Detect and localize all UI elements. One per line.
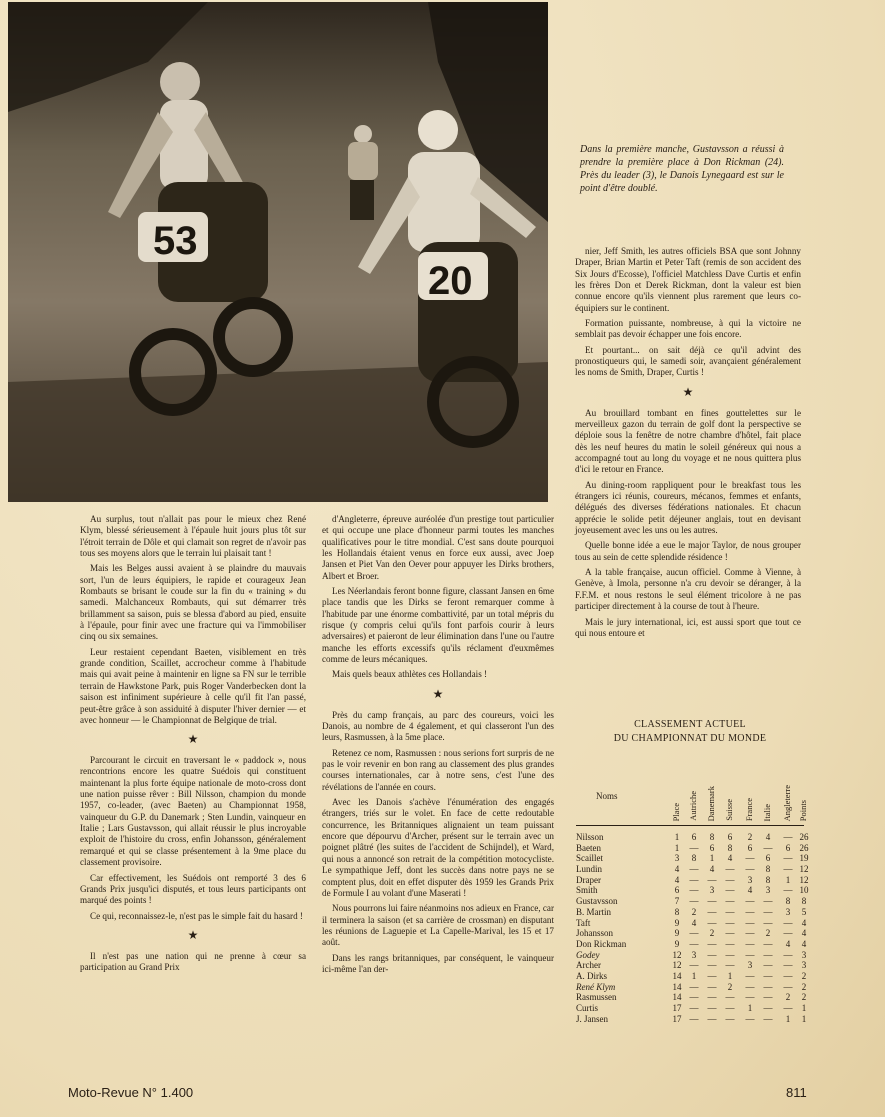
table-row [576, 917, 807, 929]
table-cell: 3 [709, 885, 715, 896]
table-cell: 19 [799, 853, 809, 864]
magazine-footer: Moto-Revue N° 1.400 [68, 1085, 194, 1100]
table-cell: — [745, 917, 755, 928]
table-cell: 8 [765, 864, 771, 875]
rider-name: Baeten [576, 842, 601, 853]
table-cell: — [783, 853, 793, 864]
table-cell: 4 [801, 917, 807, 928]
table-cell: 4 [674, 864, 680, 875]
table-row [576, 832, 809, 843]
paragraph: Nous pourrons lui faire néanmoins nos adieux en France, car il terminera la saison (et sa carrière de crossman) en disputant les réunions de Laguepie et La Capelle-Marival, les 15 et 17 août. [322, 903, 554, 948]
table-cell: — [783, 917, 793, 928]
table-cell: — [725, 1003, 735, 1013]
table-cell: — [763, 949, 773, 960]
table-cell: — [783, 949, 793, 960]
table-row [576, 842, 809, 854]
column-header-angleterre: Angleterre [782, 784, 792, 821]
table-cell: 7 [674, 896, 680, 907]
table-cell: 6 [765, 853, 771, 864]
championship-standings-table [576, 718, 809, 1024]
table-cell: — [689, 1013, 699, 1024]
table-cell: — [689, 938, 699, 949]
table-cell: — [783, 970, 793, 981]
article-column-1 [80, 514, 306, 977]
race-number-53: 53 [153, 219, 198, 263]
table-cell: — [725, 874, 735, 885]
table-cell: — [707, 949, 717, 960]
table-cell: — [707, 917, 717, 928]
table-row [576, 1003, 807, 1014]
paragraph: Il n'est pas une nation qui ne prenne à cœur sa participation au Grand Prix [80, 950, 306, 973]
table-cell: — [725, 1013, 735, 1024]
table-cell: 1 [674, 842, 680, 853]
table-row [576, 853, 809, 864]
paragraph: A la table française, aucun officiel. Comme à Vienne, à Genève, à Imola, personne n'a cru devoir se déranger, à la F.F.M. et nous restons le seul élément tricolore à ne pas participer directement à la course de tout à l'heure. [575, 567, 801, 612]
rider-name: Draper [576, 874, 601, 885]
table-cell: — [725, 885, 735, 896]
section-separator-star: ★ [682, 384, 694, 399]
table-cell: — [745, 938, 755, 949]
table-cell: 5 [801, 906, 807, 917]
table-cell: — [745, 853, 755, 864]
paragraph: Leur restaient cependant Baeten, visiblement en très grande condition, Scaillet, accrocheur comme à l'habitude mais qui avait peine à maintenir en ligne sa FN sur le terrible terrain de Hawkstone Park, puis Roger Vanderbecken dont la saison est infiniment supérieure à celle qu'il fit l'an passé, peut-être grâce à son assiduité à disputer l'hiver dernier — et avec honneur — le Championnat de Belgique de trial. [80, 646, 306, 725]
paragraph: Quelle bonne idée a eue le major Taylor, de nous grouper tous au sein de cette splendide résidence ! [575, 540, 801, 562]
table-cell: — [689, 992, 699, 1003]
table-cell: — [689, 842, 699, 853]
rider-name: Rasmussen [576, 992, 617, 1003]
table-cell: 2 [747, 832, 753, 842]
table-cell: — [763, 917, 773, 928]
column-header-autriche: Autriche [688, 791, 698, 821]
table-cell: 4 [801, 938, 807, 949]
rider-name: Nilsson [576, 832, 604, 842]
rider-name: Taft [576, 917, 591, 928]
rider-name: Archer [576, 960, 601, 971]
section-separator-star: ★ [187, 732, 199, 747]
table-cell: — [783, 981, 793, 992]
table-row [576, 906, 807, 918]
table-cell: — [763, 1003, 773, 1013]
table-cell: 8 [709, 832, 715, 842]
paragraph: Parcourant le circuit en traversant le « paddock », nous rencontrions encore les quatre Suédois qui constituent maintenant la plus forte équipe nationale de moto-cross dont une nation puisse rêver : Bill Nilsson, champion du monde 1957, co-leader, (avec Baeten) au Championnat 1958, vainqueur du G.P. du Danemark ; Sten Lundin, vainqueur en Italie ; Lars Gustavsson, qui allait réussir le plus incroyable exploit de l'histoire du cross, enfin Johansson, généralement remarqué et qui se classe présentement à la 9me place du classement provisoire. [80, 755, 306, 868]
table-cell: 6 [727, 832, 733, 842]
rider-name: Gustavsson [576, 896, 618, 907]
table-row [576, 896, 807, 907]
table-cell: — [763, 970, 773, 981]
table-cell: — [725, 917, 735, 928]
table-cell: 3 [801, 960, 807, 971]
table-row [576, 970, 807, 982]
table-cell: — [763, 906, 773, 917]
table-cell: 1 [785, 874, 791, 885]
table-cell: — [725, 864, 735, 875]
table-cell: — [763, 992, 773, 1003]
table-cell: 1 [801, 1013, 807, 1024]
table-cell: 4 [691, 917, 697, 928]
table-cell: 2 [727, 981, 733, 992]
table-cell: 2 [691, 906, 697, 917]
table-cell: — [783, 864, 793, 875]
table-cell: — [725, 960, 735, 971]
table-cell: 3 [747, 874, 753, 885]
table-row [576, 981, 807, 993]
table-cell: 1 [727, 970, 733, 981]
paragraph: Dans les rangs britanniques, par conséquent, le vainqueur ici-même l'an der- [322, 952, 554, 974]
table-cell: — [783, 928, 793, 939]
paragraph: Ce qui, reconnaissez-le, n'est pas le simple fait du hasard ! [90, 910, 303, 921]
table-cell: — [707, 1013, 717, 1024]
table-row [576, 992, 807, 1003]
table-cell: 26 [799, 832, 809, 842]
table-cell: — [689, 874, 699, 885]
table-cell: — [707, 992, 717, 1003]
paragraph: Et pourtant... on sait déjà ce qu'il advint des pronostiqueurs qui, le samedi soir, avançaient généralement les noms de Smith, Draper, Curtis ! [575, 344, 801, 378]
table-row [576, 1013, 807, 1025]
table-cell: 12 [799, 864, 809, 875]
table-cell: — [707, 906, 717, 917]
paragraph: Mais quels beaux athlètes ces Hollandais ! [332, 669, 488, 680]
paragraph: d'Angleterre, épreuve auréolée d'un prestige tout particulier et qui occupe une place d'honneur parmi toutes les manches qualificatives pour le titre mondial. C'est sans doute pourquoi les Hollandais étaient venus en force eux aussi, avec Joep Jansen et Piet Van den Oever pour appuyer les Dirks brothers, Albert et Broer. [322, 514, 554, 581]
rider-name: Scaillet [576, 853, 603, 864]
table-cell: — [745, 864, 755, 875]
rider-name: A. Dirks [576, 970, 607, 981]
rider-name: B. Martin [576, 906, 611, 917]
table-cell: 3 [801, 949, 807, 960]
table-cell: 1 [747, 1003, 753, 1013]
table-cell: — [725, 928, 735, 939]
table-cell: 14 [672, 970, 682, 981]
table-cell: — [745, 906, 755, 917]
paragraph: nier, Jeff Smith, les autres officiels BSA que sont Johnny Draper, Brian Martin et Peter Taft (remis de son accident des Six Jours d'Ecosse), l'officiel Matchless Dave Curtis et enfin les frères Don et Derek Rickman, dont la valeur est bien connue encore qu'ils viennent plus rarement que leurs co-équipiers sur le continent. [575, 246, 801, 313]
table-cell: — [707, 981, 717, 992]
table-cell: — [725, 938, 735, 949]
paragraph: Près du camp français, au parc des coureurs, voici les Danois, au nombre de 4 également, et qui classeront l'un des leurs, Rasmussen, à la 5me place. [322, 709, 554, 743]
standings-title: CLASSEMENT ACTUEL DU CHAMPIONNAT DU MONDE [613, 719, 767, 744]
table-cell: — [745, 970, 755, 981]
paragraph: Mais les Belges aussi avaient à se plaindre du mauvais sort, l'un de leurs équipiers, le rapide et courageux Jean Rombauts se brisant le coude sur la fin du « training » du samedi. Malchanceux Rombauts, qui sut démarrer très brillamment sa saison, puis se blessa d'abord au pied, ensuite à l'épaule, pour finir avec une fracture qui va l'immobiliser cinq ou six semaines. [80, 563, 306, 642]
table-cell: — [707, 970, 717, 981]
table-cell: — [745, 928, 755, 939]
table-cell: 8 [785, 896, 791, 907]
table-cell: — [745, 1013, 755, 1024]
table-cell: 4 [747, 885, 753, 896]
table-cell: 3 [691, 949, 697, 960]
table-cell: 8 [765, 874, 771, 885]
paragraph: Au brouillard tombant en fines gouttelettes sur le merveilleux gazon du terrain de golf dont la perspective se déploie sous la fenêtre de notre chambre d'hôtel, fait place dès les neuf heures du matin le soleil généreux qui nous a accompagné tout au long du voyage et ne nous quittera plus d'ici le retour en France. [575, 407, 801, 475]
photo-caption: Dans la première manche, Gustavsson a réussi à prendre la première place à Don Rickman (24). Près du leader (3), le Danois Lynegaard est sur le point d'être doublé. [580, 144, 784, 194]
table-cell: — [725, 906, 735, 917]
table-cell: 1 [691, 970, 697, 981]
table-cell: 4 [801, 928, 807, 939]
table-cell: — [725, 992, 735, 1003]
column-header-france: France [744, 797, 754, 821]
table-cell: 6 [785, 842, 791, 853]
rider-name: Don Rickman [576, 938, 627, 949]
table-cell: 8 [674, 906, 680, 917]
page-number: 811 [786, 1085, 807, 1100]
race-number-20: 20 [428, 259, 473, 303]
table-cell: — [707, 1003, 717, 1013]
table-cell: 6 [747, 842, 753, 853]
table-cell: 4 [765, 832, 771, 842]
paragraph: Formation puissante, nombreuse, à qui la victoire ne semblait pas devoir échapper une fois encore. [575, 318, 801, 340]
table-cell: — [763, 896, 773, 907]
rider-name: Lundin [576, 864, 602, 875]
table-cell: — [763, 1013, 773, 1024]
table-cell: — [707, 896, 717, 907]
table-cell: — [763, 981, 773, 992]
column-header-noms: Noms [596, 791, 618, 801]
table-cell: 6 [674, 885, 680, 896]
table-cell: 2 [801, 970, 807, 981]
table-cell: — [689, 896, 699, 907]
table-cell: 1 [674, 832, 680, 842]
table-cell: 12 [799, 874, 809, 885]
column-header-points: Points [798, 799, 808, 821]
rider-name: Godey [576, 949, 600, 960]
paragraph: Au surplus, tout n'allait pas pour le mieux chez René Klym, blessé sérieusement à l'épaule huit jours plus tôt sur l'étroit terrain de Dôle et qui clamait son regret de n'avoir pas tous ses moyens alors que le terrain lui plaisait tant ! [80, 514, 306, 559]
rider-name: J. Jansen [576, 1013, 608, 1024]
table-cell: 9 [674, 928, 680, 939]
table-cell: — [707, 960, 717, 971]
paragraph: Avec les Danois s'achève l'énumération des engagés étrangers, triés sur le volet. En face de cette redoutable concurrence, les Britanniques alignaient un team puissant encore que dépourvu d'Archer, présent sur le terrain avec un poignet plâtré (les suites de l'accident de Schijndel), et Ward, qui nous a annoncé son retrait de la compétition motocycliste. Le sympathique Jeff, dont les succès dans notre pays ne se comptent plus, doit en effet disputer dès 1959 les Grands Prix de Formule I au volant d'une Maserati ! [322, 797, 554, 898]
table-cell: — [745, 981, 755, 992]
table-row [576, 960, 807, 971]
table-cell: 3 [785, 906, 791, 917]
table-cell: — [783, 1003, 793, 1013]
table-cell: — [763, 842, 773, 853]
table-cell: 6 [709, 842, 715, 853]
standings-rows [576, 832, 809, 1024]
rider-name: René Klym [576, 981, 616, 992]
table-cell: 17 [672, 1003, 682, 1013]
table-cell: 9 [674, 938, 680, 949]
motocross-photo [8, 2, 548, 502]
table-row [576, 949, 807, 961]
table-row [576, 864, 809, 875]
table-row [576, 928, 807, 939]
table-cell: — [745, 896, 755, 907]
table-cell: — [689, 864, 699, 875]
table-cell: — [763, 938, 773, 949]
paragraph: Au dining-room rappliquent pour le breakfast tous les étrangers ici réunis, coureurs, mécanos, femmes et enfants, délégués des diverses fédérations nationales. Et chacun apprécie le solide petit déjeuner anglais, tout en devisant joyeusement avec les uns ou les autres. [575, 479, 801, 536]
table-cell: 12 [672, 949, 682, 960]
table-cell: — [725, 896, 735, 907]
table-cell: — [707, 874, 717, 885]
table-cell: — [783, 885, 793, 896]
table-cell: 8 [727, 842, 733, 853]
table-cell: 12 [672, 960, 682, 971]
article-column-3 [575, 246, 801, 643]
table-cell: — [689, 960, 699, 971]
table-cell: 17 [672, 1013, 682, 1024]
column-header-suisse: Suisse [724, 799, 734, 821]
table-row [576, 938, 807, 950]
paragraph: Mais le jury international, ici, est aussi sport que tout ce qui nous entoure et [575, 616, 801, 638]
column-header-place: Place [671, 802, 681, 821]
table-cell: 3 [765, 885, 771, 896]
table-cell: 2 [765, 928, 771, 939]
table-cell: — [783, 832, 793, 842]
paragraph: Les Néerlandais feront bonne figure, classant Jansen en 6me place tandis que les Dirks se feront remarquer comme à l'habitude par une énorme combattivité, par un total mépris du risque (y compris celui qu'ils font parfois courir à leurs adversaires) et paieront de leur élimination dans l'une ou l'autre manche les efforts excessifs qu'ils réclament d'euxmêmes comme de leurs mécaniques. [322, 586, 554, 665]
table-cell: 2 [801, 992, 807, 1003]
table-row [576, 874, 809, 886]
table-cell: 4 [709, 864, 715, 875]
table-cell: — [689, 885, 699, 896]
table-cell: 2 [801, 981, 807, 992]
table-cell: — [745, 949, 755, 960]
table-cell: 1 [801, 1003, 807, 1013]
table-cell: — [725, 949, 735, 960]
paragraph: Car effectivement, les Suédois ont remporté 3 des 6 Grands Prix jusqu'ici disputés, et tous leurs participants ont marqué des points ! [80, 872, 306, 906]
table-cell: — [689, 1003, 699, 1013]
column-header-italie: Italie [762, 803, 772, 821]
table-cell: 2 [785, 992, 791, 1003]
table-row [576, 885, 809, 896]
table-cell: 2 [709, 928, 715, 939]
section-separator-star: ★ [432, 686, 444, 701]
table-cell: 10 [799, 885, 809, 896]
table-cell: — [707, 938, 717, 949]
table-cell: 3 [674, 853, 680, 864]
table-cell: 14 [672, 981, 682, 992]
table-cell: 4 [674, 874, 680, 885]
standings-header [576, 757, 808, 826]
table-cell: 1 [785, 1013, 791, 1024]
table-cell: — [689, 981, 699, 992]
section-separator-star: ★ [187, 927, 199, 942]
table-cell: — [689, 928, 699, 939]
table-cell: 3 [747, 960, 753, 971]
table-cell: 4 [785, 938, 791, 949]
table-cell: — [763, 960, 773, 971]
column-header-danemark: Danemark [706, 785, 716, 821]
rider-name: Curtis [576, 1003, 599, 1013]
table-cell: 9 [674, 917, 680, 928]
table-cell: 26 [799, 842, 809, 853]
table-cell: 6 [691, 832, 697, 842]
table-cell: 8 [801, 896, 807, 907]
table-cell: 4 [727, 853, 733, 864]
table-cell: 14 [672, 992, 682, 1003]
table-cell: — [783, 960, 793, 971]
paragraph: Retenez ce nom, Rasmussen : nous serions fort surpris de ne pas le voir revenir en bon rang au classement des plus grandes courses internationales, car à notre sens, c'est l'une des révélations de l'année en cours. [322, 747, 554, 792]
table-cell: 1 [709, 853, 715, 864]
table-cell: — [745, 992, 755, 1003]
article-column-2 [322, 514, 554, 979]
rider-name: Smith [576, 885, 598, 896]
table-cell: 8 [691, 853, 697, 864]
rider-name: Johansson [576, 928, 614, 939]
